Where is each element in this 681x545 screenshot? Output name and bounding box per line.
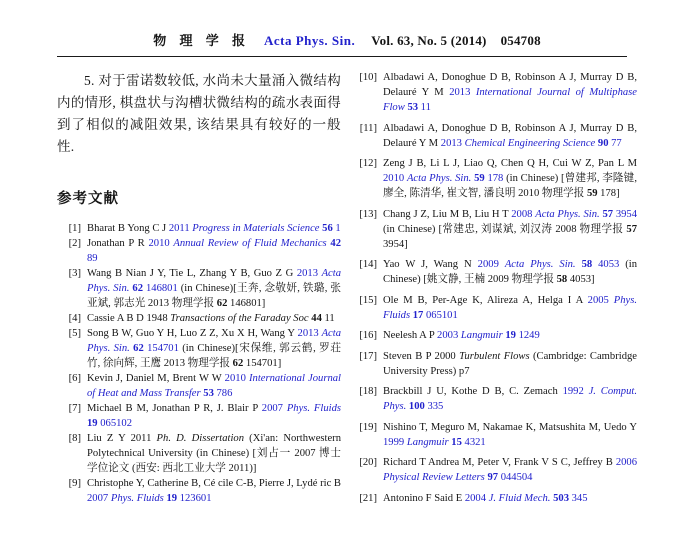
reference-segment: Michael B M, Jonathan P R, J. Blair P [87,403,262,414]
citation-link[interactable]: Annual Review of Fluid Mechanics [173,238,327,249]
citation-link[interactable]: 2013 [297,328,322,339]
reference-segment: Bharat B Yong C J [87,223,169,234]
reference-text [383,386,637,412]
reference-text [383,295,637,321]
citation-link[interactable]: 2010 [148,238,174,249]
reference-text [383,422,637,448]
reference-item [353,420,637,450]
citation-link[interactable]: 044504 [498,472,533,483]
reference-text [87,328,341,369]
reference-list-left [57,221,341,506]
reference-number: [16] [359,330,377,341]
reference-segment: Transactions of the Faraday Soc [170,313,309,324]
reference-number: [17] [359,350,377,362]
reference-number: [4] [68,313,81,324]
reference-segment: Neelesh A P [383,330,438,341]
reference-number: [20] [359,457,377,468]
reference-item [353,491,637,506]
left-column [57,70,341,511]
citation-link[interactable]: 2003 [437,330,461,341]
citation-link[interactable]: 3954 [613,208,638,220]
reference-segment: 154701] [243,358,282,369]
reference-number: [13] [359,208,377,220]
citation-link[interactable]: 146801 [143,283,178,294]
reference-number: [10] [359,72,377,83]
citation-link[interactable]: Physical Review Letters [383,472,485,483]
reference-text [383,493,588,504]
citation-link[interactable]: 62 [132,283,143,294]
citation-link[interactable]: 19 [505,330,516,341]
references-heading: 参考文献 [57,191,119,207]
citation-link[interactable]: 335 [424,401,444,412]
citation-link[interactable]: 100 [408,401,425,412]
citation-link[interactable]: Acta Phys. Sin. [87,328,341,354]
citation-link[interactable]: 123601 [177,493,212,504]
reference-segment: 44 [311,313,322,324]
reference-segment: Steven B P 2000 [383,350,460,362]
citation-link[interactable]: Langmuir [460,330,503,341]
reference-segment: Liu Z Y 2011 [87,433,157,444]
reference-segment: Jonathan P R [87,238,149,249]
article-number: 054708 [500,33,541,48]
citation-link[interactable]: 154701 [143,343,179,354]
citation-link[interactable]: Phys. Fluids [286,403,341,414]
reference-segment: 62 [232,358,244,369]
citation-link[interactable]: 19 [87,418,98,429]
citation-link[interactable]: 77 [608,137,622,149]
reference-item [353,207,637,252]
reference-segment: 3954] [383,238,408,250]
page-header [57,30,637,49]
citation-link[interactable]: 17 [412,309,424,321]
reference-item [57,401,341,431]
citation-link[interactable]: 2013 [440,137,465,149]
citation-link[interactable]: 4053 [592,259,620,270]
reference-text [87,478,341,504]
reference-number: [11] [359,122,377,134]
citation-link[interactable]: 2009 [477,259,505,270]
conclusion-paragraph: 5. 对于雷诺数较低, 水尚未大量涌入微结构内的情形, 棋盘状与沟槽状微结构的疏水表面得到了相似的减阻效果, 该结果具有较好的一般性. [57,73,341,154]
reference-number: [7] [68,403,81,414]
reference-segment: Ph. D. Dissertation [156,433,244,444]
reference-item [57,476,341,506]
citation-link[interactable]: 2004 [464,492,489,504]
reference-segment: Albadawi A, Donoghue D B, Robinson A J, Murray D B, Delauré Y M [383,72,637,98]
citation-link[interactable]: 2008 [511,208,536,220]
reference-number: [12] [359,158,377,169]
citation-link[interactable]: Acta Phys. Sin. [87,268,341,294]
citation-link[interactable]: International Journal of Heat and Mass Transfer [87,373,341,399]
reference-text [87,238,341,264]
reference-text [87,373,341,399]
citation-link[interactable]: 89 [87,253,98,264]
reference-segment: Cassie A B D 1948 [87,313,171,324]
citation-link[interactable]: Langmuir [406,436,449,448]
citation-link[interactable]: 2013 [296,268,322,279]
citation-link[interactable]: 1249 [515,330,540,341]
reference-item [353,293,637,323]
reference-number: [14] [359,259,377,270]
citation-link[interactable]: 15 [451,436,462,448]
citation-link[interactable]: Acta Phys. Sin. [406,173,472,184]
reference-segment: 57 [626,223,637,235]
reference-text [87,403,341,429]
citation-link[interactable]: 4321 [461,436,486,448]
citation-link[interactable]: J. Fluid Mech. [488,492,551,504]
reference-text [383,209,637,250]
right-column [353,70,637,511]
reference-text [87,313,335,324]
reference-item [57,326,341,371]
citation-link[interactable]: 56 [322,223,333,234]
citation-link[interactable]: 57 [602,208,614,220]
citation-link[interactable]: Chemical Engineering Science [464,137,596,149]
reference-segment: Wang B Nian J Y, Tie L, Zhang Y B, Guo Z G [87,268,297,279]
citation-link[interactable]: 503 [553,492,569,504]
citation-link[interactable]: Progress in Materials Science [192,223,320,234]
reference-item [353,156,637,201]
reference-text [383,351,637,377]
citation-link[interactable]: 345 [568,492,588,504]
citation-link[interactable]: 2010 [383,173,407,184]
citation-link[interactable]: 53 [407,102,419,113]
reference-segment: (in Chinese) [曾建邦, 李隆键, 廖全, 陈清华, 崔文智, 潘良明 2010 物理学报 [383,173,637,199]
reference-item [57,236,341,266]
reference-text [383,158,637,199]
reference-text [383,330,540,341]
reference-number: [19] [359,421,377,433]
reference-text [383,457,637,483]
reference-segment: Ole M B, Per-Age K, Alireza A, Helga I A [383,294,588,306]
citation-link[interactable]: Acta Phys. Sin. [535,208,600,220]
reference-segment: Brackbill J U, Kothe D B, C. Zemach [383,386,563,397]
citation-link[interactable]: 90 [597,137,609,149]
citation-link[interactable]: Phys. Fluids [383,294,637,321]
citation-link[interactable]: Acta Phys. Sin. [504,259,576,270]
reference-number: [6] [68,373,81,384]
reference-segment: 146801] [227,298,266,309]
reference-segment: 59 [586,188,598,199]
reference-segment: 58 [556,274,568,285]
reference-item [353,349,637,379]
citation-link[interactable]: 1992 [562,386,589,397]
reference-segment: (in Chinese) [姚文静, 王楠 2009 物理学报 [383,259,638,285]
reference-item [353,328,637,343]
reference-item [353,384,637,414]
reference-segment: Yao W J, Wang N [383,259,478,270]
reference-item [57,371,341,401]
citation-link[interactable]: 065102 [97,418,133,429]
reference-number: [18] [359,386,377,397]
citation-link[interactable]: 2011 [168,223,193,234]
volume-issue-info: Vol. 63, No. 5 (2014) [371,33,487,48]
reference-segment: (in Chinese) [常建忠, 刘谋斌, 刘汉涛 2008 物理学报 [383,223,627,235]
citation-link[interactable]: 1 [332,223,341,234]
reference-item [57,431,341,476]
reference-number: [3] [68,268,81,279]
reference-segment: (Cambridge: Cambridge University Press) p7 [383,350,637,377]
reference-item [353,70,637,115]
reference-segment: 11 [321,313,335,324]
journal-title-english: Acta Phys. Sin. [263,33,356,48]
reference-number: [1] [68,223,81,234]
citation-link[interactable]: 11 [418,102,431,113]
header-rule [57,56,627,57]
citation-link[interactable]: 97 [487,472,499,483]
reference-segment: (Xi'an: Northwestern Polytechnical University (in Chinese) [刘占一 2007 博士学位论文 (西安: 西北工业大学 2011)] [87,433,341,474]
reference-text [383,72,637,113]
reference-segment: (in Chinese)[王奔, 念敬妍, 铁璐, 张亚斌, 郭志光 2013 物理学报 [87,283,341,309]
reference-number: [2] [68,238,81,249]
reference-text [87,433,341,474]
reference-segment: Chang J Z, Liu M B, Liu H T [383,208,512,220]
citation-link[interactable]: International Journal of Multiphase Flow [383,87,637,113]
reference-item [57,221,341,236]
citation-link[interactable]: 42 [330,238,341,249]
citation-link[interactable]: 58 [581,259,593,270]
citation-link[interactable]: 2010 [224,373,249,384]
citation-link[interactable]: Phys. Fluids [110,493,164,504]
citation-link[interactable]: 2013 [449,87,476,98]
reference-segment: Zeng J B, Li L J, Liao Q, Chen Q H, Cui W Z, Pan L M [383,158,637,169]
reference-number: [9] [68,478,81,489]
reference-number: [15] [359,294,377,306]
reference-segment: Song B W, Guo Y H, Luo Z Z, Xu X H, Wang Y [87,328,298,339]
reference-item [57,266,341,311]
reference-item [353,121,637,151]
citation-link[interactable]: 065101 [423,309,458,321]
reference-number: [8] [68,433,81,444]
citation-link[interactable]: 62 [133,343,144,354]
reference-segment: Turbulent Flows [459,350,530,362]
citation-link[interactable]: 1999 [383,436,407,448]
citation-link[interactable]: 2006 [615,457,637,468]
reference-text [383,123,637,149]
reference-number: [21] [359,492,377,504]
reference-text [87,268,341,309]
reference-segment: Nishino T, Meguro M, Nakamae K, Matsushita M, Uedo Y [383,421,637,433]
reference-segment: 178] [597,188,620,199]
reference-segment: Christophe Y, Catherine B, Cé cile C-B, Pierre J, Lydé ric B [87,478,341,489]
reference-text [87,223,341,234]
reference-segment: Antonino F Said E [383,492,465,504]
reference-segment: 4053] [567,274,595,285]
reference-segment: Albadawi A, Donoghue D B, Robinson A J, Murray D B, Delauré Y M [383,122,637,149]
citation-link[interactable]: 2007 [261,403,287,414]
citation-link[interactable]: 178 [484,173,504,184]
citation-link[interactable]: 2007 [87,493,111,504]
citation-link[interactable]: 2005 [587,294,614,306]
reference-item [353,257,637,287]
reference-segment: Kevin J, Daniel M, Brent W W [87,373,225,384]
reference-list-right [353,70,637,506]
two-column-body [57,70,637,511]
journal-title-chinese: 物 理 学 报 [153,33,250,48]
reference-item [353,455,637,485]
reference-number: [5] [68,328,81,339]
citation-link[interactable]: 786 [213,388,233,399]
citation-link[interactable]: J. Comput. Phys. [383,386,637,412]
reference-item [57,311,341,326]
citation-link[interactable]: 53 [203,388,214,399]
reference-segment: 62 [216,298,228,309]
reference-text [383,259,637,285]
reference-segment: (in Chinese)[宋保维, 郭云鹤, 罗荘竹, 徐向辉, 王鹰 2013 物理学报 [87,343,341,369]
reference-segment: Richard T Andrea M, Peter V, Frank V S C, Jeffrey B [383,457,616,468]
citation-link[interactable]: 59 [474,173,485,184]
citation-link[interactable]: 19 [166,493,178,504]
